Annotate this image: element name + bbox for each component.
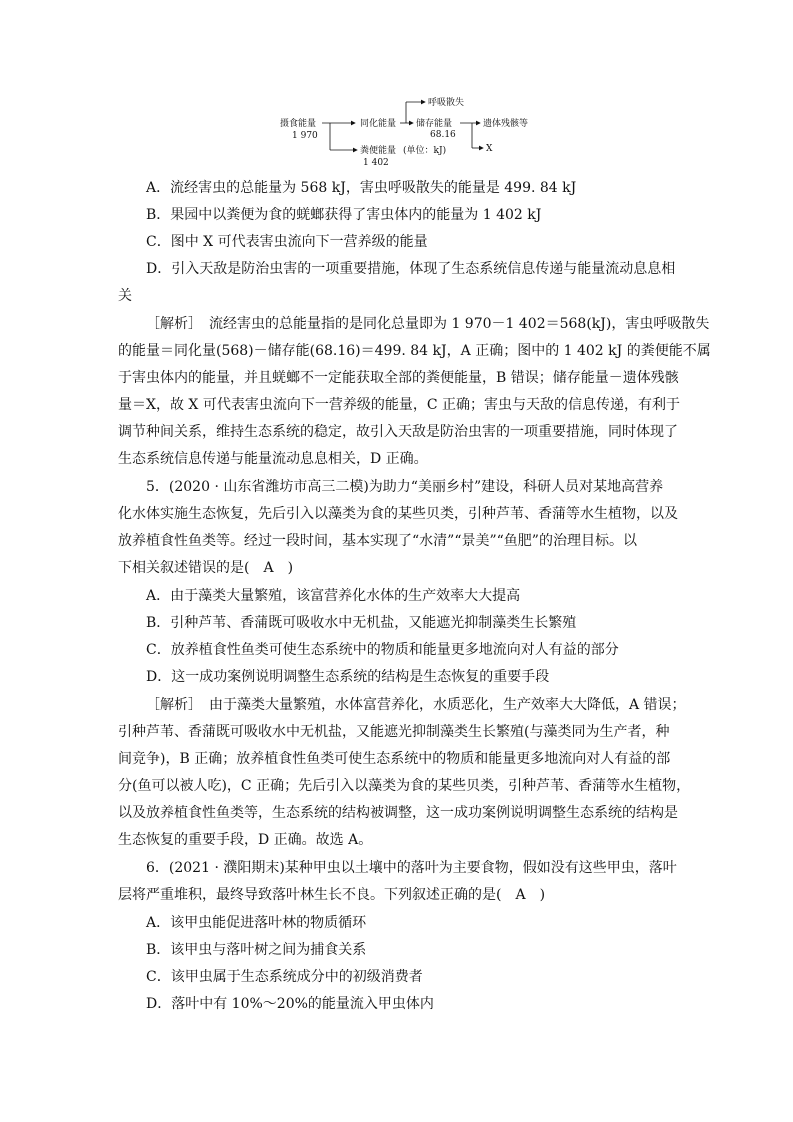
q4-explanation-line3: 于害虫体内的能量，并且蜣螂不一定能获取全部的粪便能量，B 错误；储存能量－遗体残骸 — [118, 370, 679, 386]
q5-stem-line2: 化水体实施生态恢复，先后引入以藻类为食的某些贝类，引种芦苇、香蒲等水生植物，以及 — [118, 506, 678, 522]
q5-explanation-line2: 引种芦苇、香蒲既可吸收水中无机盐，又能遮光抑制藻类生长繁殖(与藻类同为生产者，种 — [118, 724, 670, 740]
q5-explanation-line4: 分(鱼可以被人吃)，C 正确；先后引入以藻类为食的某些贝类，引种芦苇、香蒲等水生植物， — [118, 778, 691, 794]
q6-option-b: B．该甲虫与落叶树之间为捕食关系 — [146, 942, 367, 958]
unit-label: (单位：kJ) — [403, 146, 447, 156]
remains-label: 遗体残骸等 — [483, 119, 529, 129]
q4-option-b: B．果园中以粪便为食的蜣螂获得了害虫体内的能量为 1 402 kJ — [146, 207, 542, 223]
q5-stem-line1: 5．(2020 · 山东省潍坊市高三二模)为助力“美丽乡村”建设，科研人员对某地高营养 — [146, 479, 664, 495]
intake-value: 1 970 — [292, 131, 318, 141]
q6-stem-line1: 6．(2021 · 濮阳期末)某种甲虫以土壤中的落叶为主要食物，假如没有这些甲虫，落叶 — [146, 860, 677, 876]
q6-option-a: A．该甲虫能促进落叶林的物质循环 — [146, 915, 367, 931]
q4-option-a: A．流经害虫的总能量为 568 kJ，害虫呼吸散失的能量是 499. 84 kJ — [146, 180, 577, 196]
q4-explanation-line2: 的能量＝同化量(568)－储存能(68.16)＝499. 84 kJ，A 正确；图中的 1 402 kJ 的粪便能不属 — [118, 343, 711, 359]
q5-option-d: D．这一成功案例说明调整生态系统的结构是生态恢复的重要手段 — [146, 669, 550, 685]
energy-flow-diagram — [270, 90, 560, 170]
respiration-label: 呼吸散失 — [428, 98, 465, 108]
q4-explanation-line1: ［解析］ 流经害虫的总能量指的是同化总量即为 1 970－1 402＝568(kJ)，害虫呼吸散失 — [146, 316, 710, 332]
q5-stem-line4: 下相关叙述错误的是( A ) — [118, 560, 294, 576]
x-label: X — [486, 144, 493, 154]
q4-explanation-line5: 调节种间关系，维持生态系统的稳定，故引入天敌是防治虫害的一项重要措施，同时体现了 — [118, 424, 678, 440]
q4-explanation-line4: 量＝X，故 X 可代表害虫流向下一营养级的能量，C 正确；害虫与天敌的信息传递，有利于 — [118, 397, 680, 413]
storage-value: 68.16 — [430, 130, 456, 140]
feces-value: 1 402 — [363, 158, 389, 168]
q5-explanation-line6: 生态恢复的重要手段，D 正确。故选 A。 — [118, 832, 373, 848]
feces-label: 粪便能量 — [360, 146, 397, 156]
q5-explanation-line3: 间竞争)，B 正确；放养植食性鱼类可使生态系统中的物质和能量更多地流向对人有益的部 — [118, 751, 671, 767]
q5-stem-line3: 放养植食性鱼类等。经过一段时间，基本实现了“水清”“景美”“鱼肥”的治理目标。以 — [118, 533, 637, 549]
q4-option-d-line2: 关 — [118, 288, 132, 304]
q5-explanation-line1: ［解析］ 由于藻类大量繁殖，水体富营养化，水质恶化，生产效率大大降低，A 错误； — [146, 697, 686, 713]
q5-option-a: A．由于藻类大量繁殖，该富营养化水体的生产效率大大提高 — [146, 588, 521, 604]
intake-label: 摄食能量 — [280, 119, 317, 129]
q6-option-d: D．落叶中有 10%～20%的能量流入甲虫体内 — [146, 996, 434, 1012]
q4-option-d-line1: D．引入天敌是防治虫害的一项重要措施，体现了生态系统信息传递与能量流动息息相 — [146, 261, 676, 277]
storage-label: 储存能量 — [416, 119, 453, 129]
q4-option-c: C．图中 X 可代表害虫流向下一营养级的能量 — [146, 234, 428, 250]
q5-option-c: C．放养植食性鱼类可使生态系统中的物质和能量更多地流向对人有益的部分 — [146, 642, 619, 658]
q6-option-c: C．该甲虫属于生态系统成分中的初级消费者 — [146, 969, 423, 985]
q5-option-b: B．引种芦苇、香蒲既可吸收水中无机盐，又能遮光抑制藻类生长繁殖 — [146, 615, 577, 631]
assimilated-label: 同化能量 — [360, 119, 397, 129]
q5-explanation-line5: 以及放养植食性鱼类等，生态系统的结构被调整，这一成功案例说明调整生态系统的结构是 — [118, 805, 678, 821]
q4-explanation-line6: 生态系统信息传递与能量流动息息相关，D 正确。 — [118, 451, 428, 467]
q6-stem-line2: 层将严重堆积，最终导致落叶林生长不良。下列叙述正确的是( A ) — [118, 887, 546, 903]
